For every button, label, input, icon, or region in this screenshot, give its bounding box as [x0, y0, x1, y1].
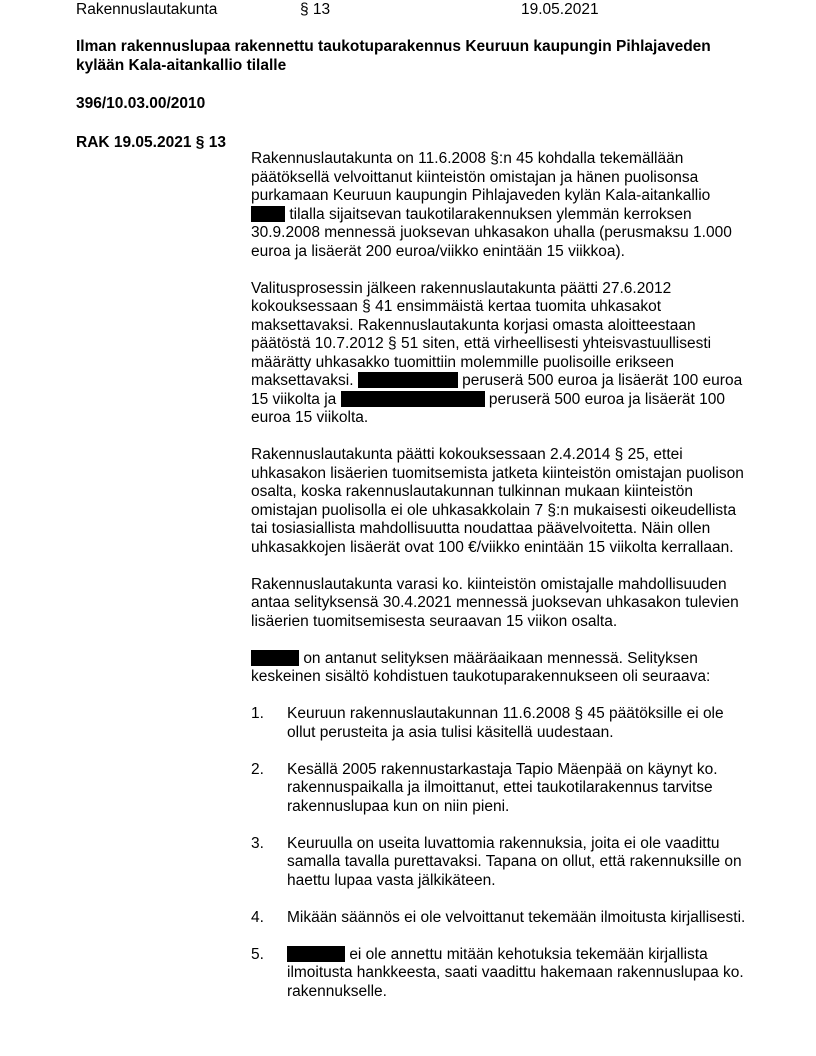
reference-number: 396/10.03.00/2010: [76, 95, 206, 112]
paragraph-1-text-b: tilalla sijaitsevan taukotilarakennuksen ylemmän kerroksen 30.9.2008 mennessä juoksevan uhkasakon uhalla (perusmaksu 1.000 euroa ja lisäerät 200 euroa/viikko enintään 15 viikkoa).: [251, 205, 732, 260]
paragraph-4: Rakennuslautakunta varasi ko. kiinteistön omistajalle mahdollisuuden antaa selityksensä 30.4.2021 mennessä juoksevan uhkasakon tulevien lisäerien tuomitsemisesta seuraavan 15 viikon osalta.: [251, 575, 739, 630]
redaction-block: [251, 650, 299, 666]
header-section: § 13: [300, 1, 331, 18]
document-body: [251, 150, 746, 1020]
paragraph-1-text-a: Rakennuslautakunta on 11.6.2008 §:n 45 kohdalla tekemällään päätöksellä velvoittanut kiinteistön omistajan ja hänen puolisonsa purkamaan Keuruun kaupungin Pihlajaveden kylän Kala-aitankallio: [251, 150, 711, 204]
statement-list: [251, 705, 746, 1001]
list-item-number: 5.: [251, 945, 264, 963]
list-item-text: Mikään säännös ei ole velvoittanut tekemään ilmoitusta kirjallisesti.: [287, 908, 746, 926]
document-title: Ilman rakennuslupaa rakennettu taukotuparakennus Keuruun kaupungin Pihlajaveden kylään Kala-aitankallio tilalle: [76, 38, 711, 74]
redaction-block: [287, 946, 345, 962]
paragraph-5: [251, 650, 746, 687]
list-item-text: Keuruulla on useita luvattomia rakennuksia, joita ei ole vaadittu samalla tavalla purettavaksi. Tapana on ollut, että rakennuksille on haettu lupaa vasta jälkikäteen.: [287, 834, 742, 889]
header-date: 19.05.2021: [521, 1, 599, 18]
meeting-reference: RAK 19.05.2021 § 13: [76, 134, 226, 151]
list-item-number: 4.: [251, 908, 264, 926]
list-item-number: 3.: [251, 834, 264, 852]
paragraph-3: Rakennuslautakunta päätti kokouksessaan 2.4.2014 § 25, ettei uhkasakon lisäerien tuomitsemista jatketa kiinteistön omistajan puolison osalta, koska rakennuslautakunnan tulkinnan mukaan kiinteistön omistajan puolisolla ei ole uhkasakkolain 7 §:n mukaisesti oikeudellista tai tosiasiallista mahdollisuutta noudattaa päävelvoitetta. Näin ollen uhkasakkojen lisäerät ovat 100 €/viikko enintään 15 viikolta kerrallaan.: [251, 446, 744, 556]
list-item-text: Keuruun rakennuslautakunnan 11.6.2008 § 45 päätöksille ei ole ollut perusteita ja asia tulisi käsitellä uudestaan.: [287, 705, 724, 741]
paragraph-2-text-b: peruserä 500 euroa ja lisäerät 100 euroa 15 viikolta ja: [251, 372, 743, 408]
header-committee: Rakennuslautakunta: [76, 1, 218, 18]
redaction-block: [341, 391, 485, 407]
list-item-number: 1.: [251, 705, 264, 722]
redaction-block: [251, 206, 285, 222]
list-item-text: Kesällä 2005 rakennustarkastaja Tapio Mäenpää on käynyt ko. rakennuspaikalla ja ilmoittanut, ettei taukotilarakennus tarvitse rakennuslupaa kun on niin pieni.: [287, 760, 718, 815]
paragraph-5-text: on antanut selityksen määräaikaan mennessä. Selityksen keskeinen sisältö kohdistuen taukotuparakennukseen oli seuraava:: [251, 649, 711, 685]
redaction-block: [358, 372, 458, 388]
list-item-text: ei ole annettu mitään kehotuksia tekemään kirjallista ilmoitusta hankkeesta, saati vaadittu hakemaan rakennuslupaa ko. rakennukselle.: [287, 945, 744, 1000]
paragraph-2-text-c: peruserä 500 euroa ja lisäerät 100 euroa 15 viikolta.: [251, 390, 726, 426]
list-item: [251, 705, 746, 742]
list-item: [251, 909, 746, 928]
paragraph-2-text-a: Valitusprosessin jälkeen rakennuslautakunta päätti 27.6.2012 kokouksessaan § 41 ensimmäistä kertaa tuomita uhkasakot maksettavaksi. Rakennuslautakunta korjasi omasta aloitteestaan päätöstä 10.7.2012 § 51 siten, että virheellisesti yhteisvastuullisesti määrätty uhkasakko tuomittiin molemmille puolisoille erikseen maksettavaksi.: [251, 279, 712, 389]
list-item: [251, 946, 746, 1002]
list-item: [251, 835, 746, 891]
list-item: [251, 761, 746, 817]
list-item-number: 2.: [251, 760, 264, 778]
paragraph-1: [251, 150, 746, 261]
paragraph-2: [251, 280, 746, 428]
